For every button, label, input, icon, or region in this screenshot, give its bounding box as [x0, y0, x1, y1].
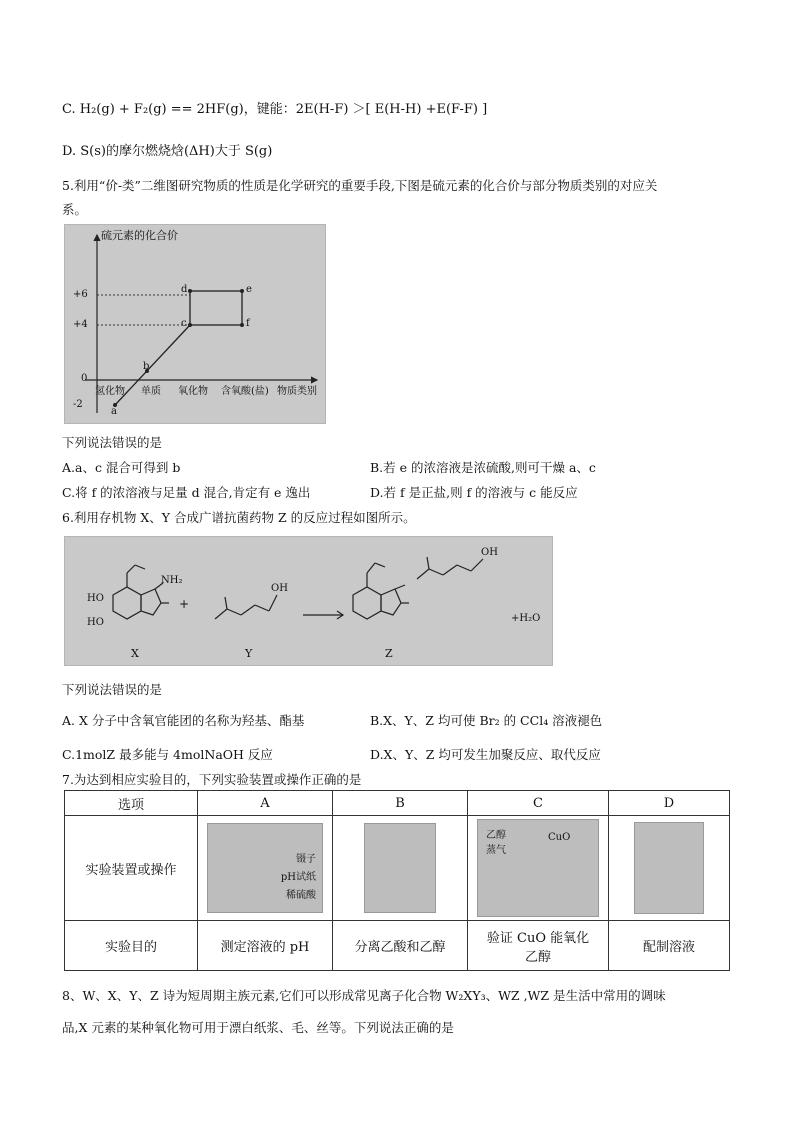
row-label-apparatus: 实验装置或操作 [65, 816, 198, 921]
label-c: c [181, 318, 187, 329]
water-product: +H₂O [511, 613, 541, 624]
x-nh2: NH₂ [161, 575, 183, 586]
q7-table [64, 790, 730, 971]
z-lactone-ring [381, 589, 401, 615]
plus-sign: + [179, 597, 190, 611]
label-d: d [181, 284, 188, 295]
apparatus-a-image [207, 823, 323, 913]
q6-option-d: D.X、Y、Z 均可发生加聚反应、取代反应 [370, 747, 601, 762]
header-b: B [333, 791, 468, 816]
reaction-svg [65, 537, 552, 665]
chart-xlabel: 物质类别 [277, 386, 317, 397]
q8-line1: 8、W、X、Y、Z 诗为短周期主族元素,它们可以形成常见离子化合物 W₂XY₃、WZ ,WZ 是生活中常用的调味 [62, 988, 666, 1003]
point-f [240, 323, 244, 327]
point-e [240, 289, 244, 293]
q5-option-b: B.若 e 的浓溶液是浓硫酸,则可干燥 a、c [370, 460, 596, 475]
label-a: a [111, 406, 117, 417]
label-z: Z [385, 647, 393, 660]
ytick-minus2: -2 [73, 399, 83, 410]
photo-cell-c [468, 816, 609, 921]
table-row-apparatus [65, 816, 730, 921]
q5-option-a: A.a、c 混合可得到 b [62, 460, 181, 475]
photo-cell-b [333, 816, 468, 921]
row-label-purpose: 实验目的 [65, 921, 198, 971]
q6-stem: 6.利用存机物 X、Y 合成广谱抗菌药物 Z 的反应过程如图所示。 [62, 510, 416, 525]
box-cdef [190, 291, 242, 325]
q8-line2: 品,X 元素的某种氧化物可用于漂白纸浆、毛、丝等。下列说法正确的是 [62, 1020, 454, 1035]
purpose-c: 验证 CuO 能氧化乙醇 [468, 921, 609, 971]
ytick-plus6: +6 [73, 289, 88, 300]
ytick-zero: 0 [81, 373, 88, 384]
xcat-oxyacid: 含氧酸(盐) [221, 386, 269, 397]
q5-option-c: C.将 f 的浓溶液与足量 d 混合,肯定有 e 逸出 [62, 485, 311, 500]
option-d-thermo: D. S(s)的摩尔燃烧焓(ΔH)大于 S(g) [62, 144, 273, 159]
table-header-row [65, 791, 730, 816]
q5-option-d: D.若 f 是正盐,则 f 的溶液与 c 能反应 [370, 485, 578, 500]
header-option: 选项 [65, 791, 198, 816]
q6-prompt: 下列说法错误的是 [62, 682, 163, 697]
x-ho-top: HO [87, 593, 104, 604]
photo-c-label-cuo: CuO [548, 832, 571, 843]
apparatus-d-image [634, 822, 704, 914]
label-x: X [131, 647, 139, 660]
header-c: C [468, 791, 609, 816]
reaction-scheme [64, 536, 553, 666]
q5-stem-line1: 5.利用“价-类”二维图研究物质的性质是化学研究的重要手段,下图是硫元素的化合价与部分物质类别的对应关 [62, 178, 658, 193]
point-c [188, 323, 192, 327]
photo-cell-d [609, 816, 730, 921]
chart-ylabel: 硫元素的化合价 [101, 229, 178, 242]
photo-a-label-tweezers: 镊子 [296, 854, 316, 865]
purpose-b: 分离乙酸和乙醇 [333, 921, 468, 971]
label-f: f [246, 318, 250, 329]
q6-option-a: A. X 分子中含氧官能团的名称为羟基、酯基 [62, 713, 305, 728]
table-row-purpose [65, 921, 730, 971]
xcat-hydride: 氢化物 [95, 386, 125, 397]
option-c-thermo: C. H₂(g) + F₂(g) == 2HF(g)，键能：2E(H-F) ＞[ E(H-H) +E(F-F) ] [62, 102, 488, 117]
purpose-d: 配制溶液 [609, 921, 730, 971]
q5-prompt: 下列说法错误的是 [62, 435, 163, 450]
purpose-a: 测定溶液的 pH [198, 921, 333, 971]
point-d [188, 289, 192, 293]
xcat-element: 单质 [141, 386, 161, 397]
q5-stem-line2: 系。 [62, 202, 88, 217]
ytick-plus4: +4 [73, 319, 88, 330]
q6-option-b: B.X、Y、Z 均可使 Br₂ 的 CCl₄ 溶液褪色 [370, 713, 603, 728]
header-d: D [609, 791, 730, 816]
x-ho-bottom: HO [87, 617, 104, 628]
x-benzene-ring [113, 587, 141, 619]
z-benzene-ring [353, 587, 381, 619]
photo-cell-a [198, 816, 333, 921]
photo-a-label-ph-paper: pH试纸 [280, 872, 316, 883]
photo-a-label-acid: 稀硫酸 [286, 890, 316, 901]
apparatus-c-image [477, 819, 599, 917]
xcat-oxide: 氧化物 [178, 386, 208, 397]
label-e: e [246, 284, 252, 295]
label-b: b [143, 361, 150, 372]
y-oh: OH [271, 583, 288, 594]
z-oh: OH [481, 547, 498, 558]
apparatus-b-image [364, 823, 436, 913]
q7-stem: 7.为达到相应实验目的，下列实验装置或操作正确的是 [62, 772, 362, 787]
q6-option-c: C.1molZ 最多能与 4molNaOH 反应 [62, 747, 273, 762]
photo-c-label-ethanol: 乙醇蒸气 [486, 830, 506, 856]
x-lactone-ring [141, 589, 161, 615]
label-y: Y [245, 647, 253, 660]
valence-class-chart [64, 224, 326, 424]
header-a: A [198, 791, 333, 816]
